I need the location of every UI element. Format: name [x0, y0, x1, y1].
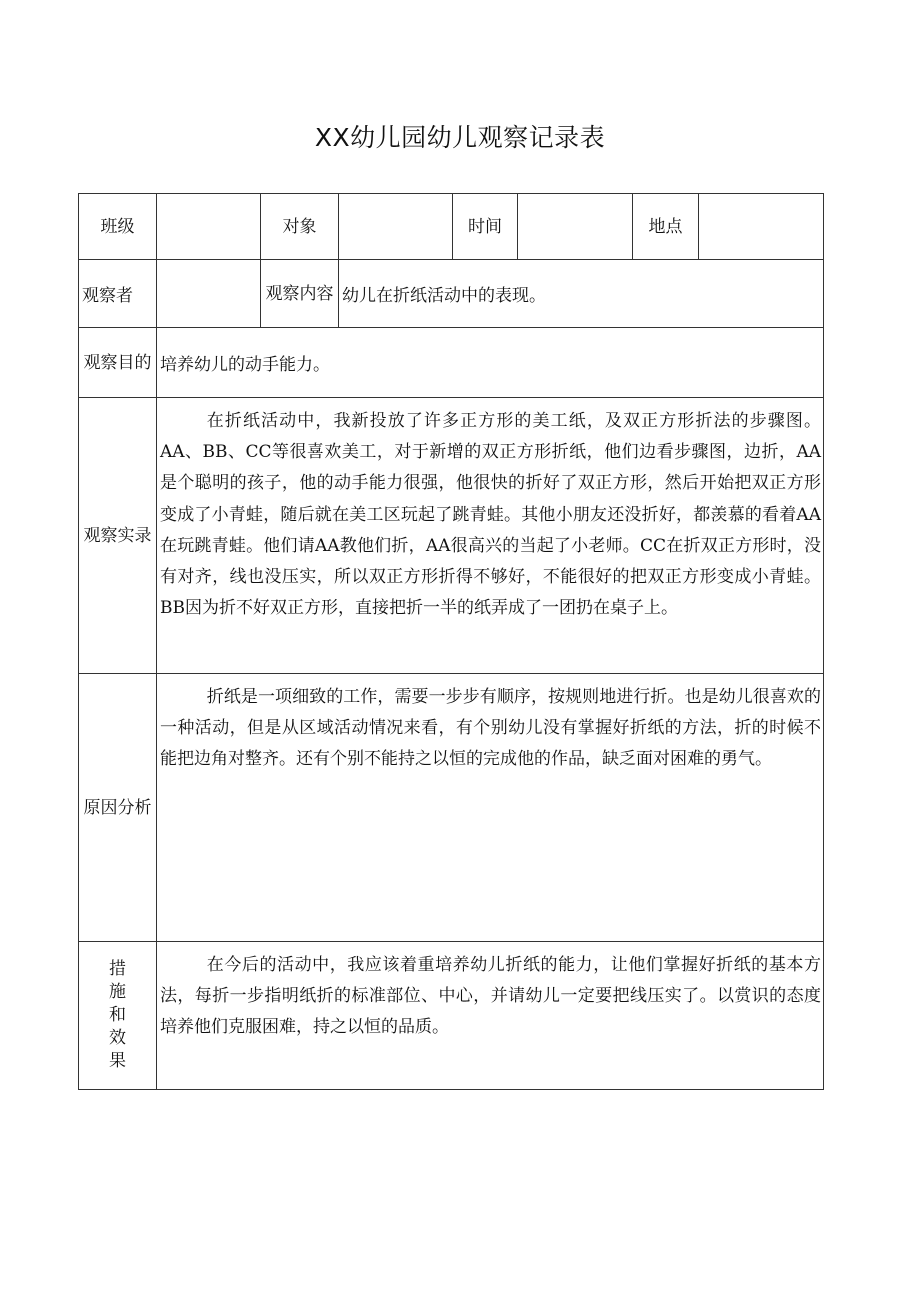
time-label: 时间	[453, 194, 518, 260]
place-label: 地点	[633, 194, 699, 260]
purpose-row	[79, 328, 824, 398]
purpose-label: 观察目的	[79, 328, 157, 398]
observation-record-table	[78, 193, 824, 1090]
observation-content-value[interactable]: 幼儿在折纸活动中的表现。	[339, 260, 824, 328]
observer-row	[79, 260, 824, 328]
class-label: 班级	[79, 194, 157, 260]
purpose-text[interactable]: 培养幼儿的动手能力。	[157, 328, 824, 398]
observation-content-label: 观察内容	[261, 260, 339, 328]
record-row	[79, 398, 824, 674]
measures-text[interactable]: 在今后的活动中，我应该着重培养幼儿折纸的能力，让他们掌握好折纸的基本方法，每折一步指明纸折的标准部位、中心，并请幼儿一定要把线压实了。以赏识的态度培养他们克服困难，持之以恒的品质。	[157, 942, 824, 1090]
analysis-row	[79, 674, 824, 942]
subject-value-cell[interactable]	[339, 194, 453, 260]
measures-row	[79, 942, 824, 1090]
measures-label: 措施和效果	[109, 959, 126, 1071]
time-value-cell[interactable]	[518, 194, 633, 260]
measures-label-cell	[79, 942, 157, 1090]
subject-label: 对象	[261, 194, 339, 260]
place-value-cell[interactable]	[699, 194, 824, 260]
header-row	[79, 194, 824, 260]
observer-value-cell[interactable]	[157, 260, 261, 328]
observer-label: 观察者	[79, 260, 157, 328]
record-text[interactable]: 在折纸活动中，我新投放了许多正方形的美工纸，及双正方形折法的步骤图。AA、BB、CC等很喜欢美工，对于新增的双正方形折纸，他们边看步骤图，边折，AA是个聪明的孩子，他的动手能力很强，他很快的折好了双正方形，然后开始把双正方形变成了小青蛙，随后就在美工区玩起了跳青蛙。其他小朋友还没折好，都羡慕的看着AA在玩跳青蛙。他们请AA教他们折，AA很高兴的当起了小老师。CC在折双正方形时，没有对齐，线也没压实，所以双正方形折得不够好，不能很好的把双正方形变成小青蛙。BB因为折不好双正方形，直接把折一半的纸弄成了一团扔在桌子上。	[157, 398, 824, 674]
page-title: XX幼儿园幼儿观察记录表	[314, 123, 606, 152]
analysis-text[interactable]: 折纸是一项细致的工作，需要一步步有顺序，按规则地进行折。也是幼儿很喜欢的一种活动，但是从区域活动情况来看，有个别幼儿没有掌握好折纸的方法，折的时候不能把边角对整齐。还有个别不能持之以恒的完成他的作品，缺乏面对困难的勇气。	[157, 674, 824, 942]
class-value-cell[interactable]	[157, 194, 261, 260]
analysis-label: 原因分析	[79, 674, 157, 942]
record-label: 观察实录	[79, 398, 157, 674]
